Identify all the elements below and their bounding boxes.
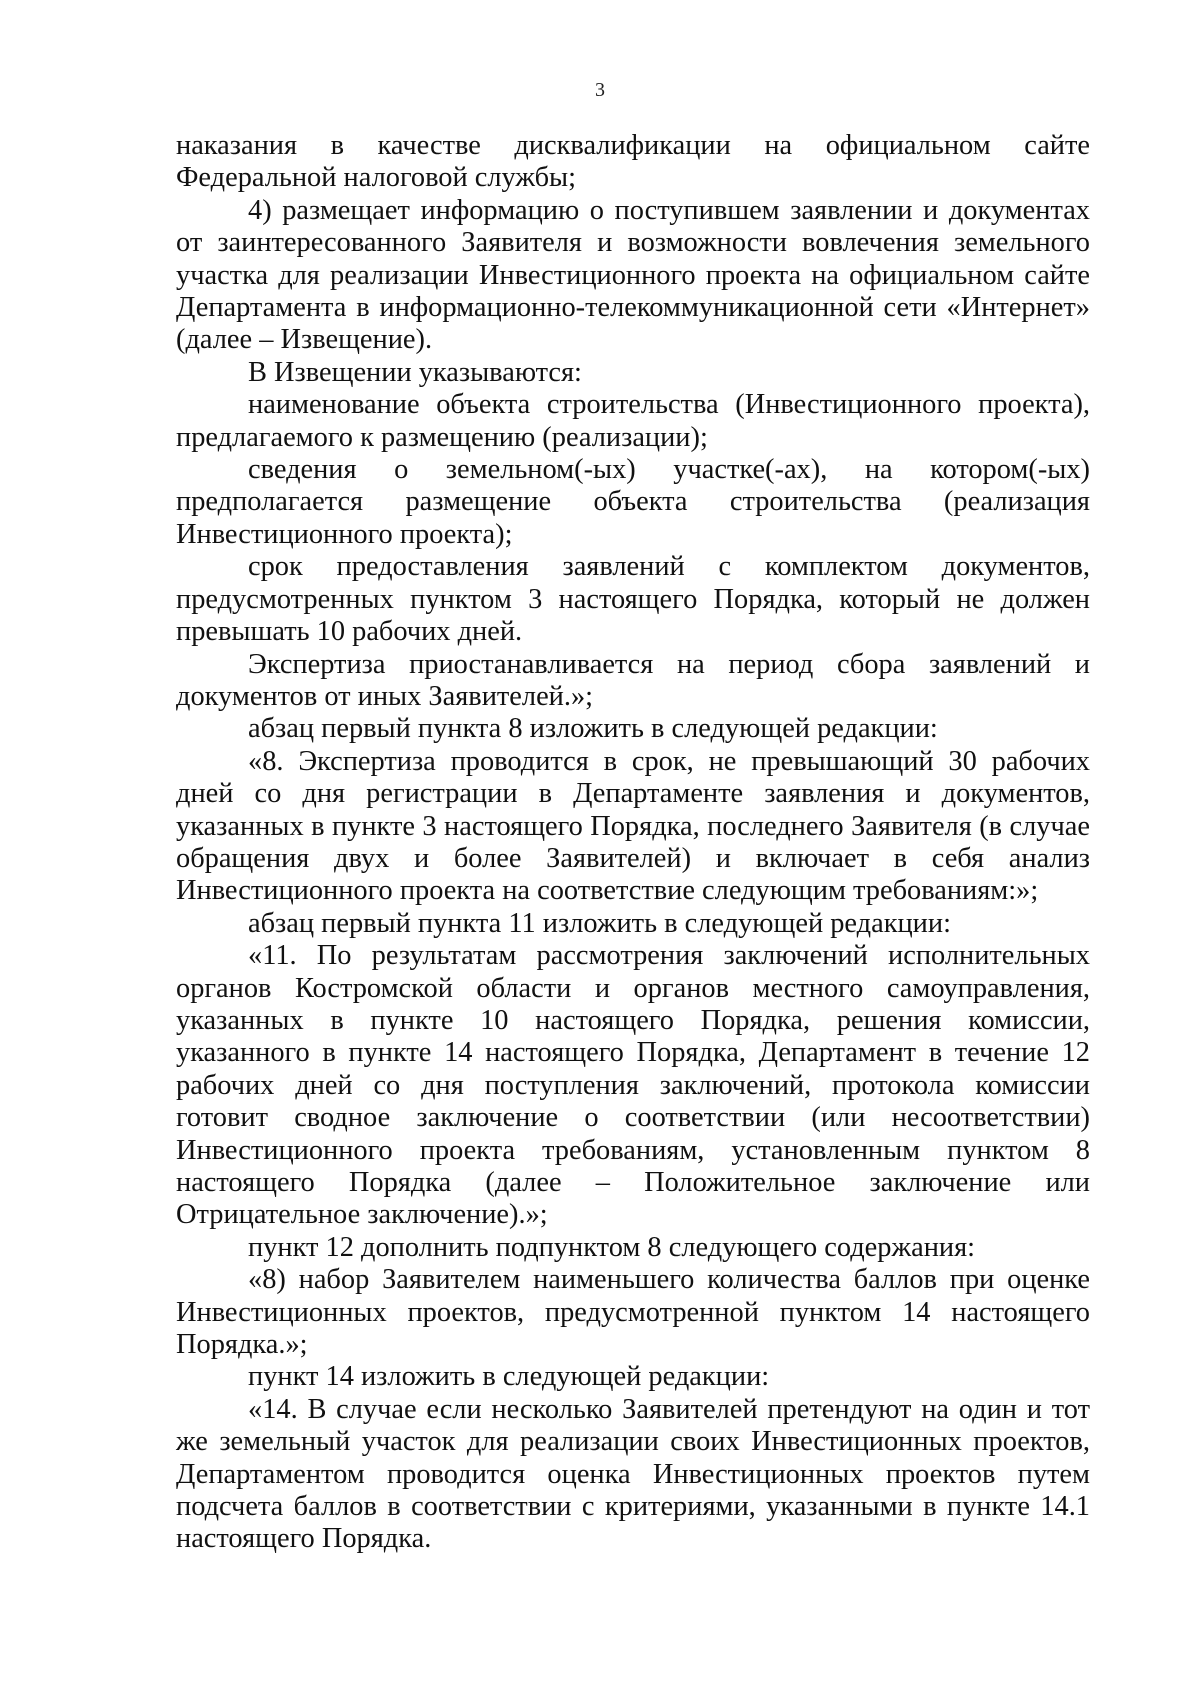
paragraph-11: «11. По результатам рассмотрения заключений исполнительных органов Костромской области и органов местного самоуправления, указанных в пункте 10 настоящего Порядка, решения комиссии, указанного в пункте 14 настоящего Порядка, Департамент в течение 12 рабочих дней со дня поступления заключений, протокола комиссии готовит сводное заключение о соответствии (или несоответствии) Инвестиционного проекта требованиям, установленным пунктом 8 настоящего Порядка (далее – Положительное заключение или Отрицательное заключение).»; — [176, 940, 1090, 1231]
paragraph-3: В Извещении указываются: — [248, 356, 582, 388]
paragraph-14: пункт 14 изложить в следующей редакции: — [248, 1361, 770, 1393]
paragraph-6: срок предоставления заявлений с комплектом документов, предусмотренных пунктом 3 настоящего Порядка, который не должен превышать 10 рабочих дней. — [176, 551, 1090, 648]
paragraph-5: сведения о земельном(-ых) участке(-ах), на котором(-ых) предполагается размещение объекта строительства (реализация Инвестиционного проекта); — [176, 454, 1090, 550]
paragraph-9: «8. Экспертиза проводится в срок, не превышающий 30 рабочих дней со дня регистрации в Департаменте заявления и документов, указанных в пункте 3 настоящего Порядка, последнего Заявителя (в случае обращения двух и более Заявителей) и включает в себя анализ Инвестиционного проекта на соответствие следующим требованиям:»; — [176, 745, 1090, 907]
paragraph-2: 4) размещает информацию о поступившем заявлении и документах от заинтересованного Заявителя и возможности вовлечения земельного участка для реализации Инвестиционного проекта на официальном сайте Департамента в информационно-телекоммуникационной сети «Интернет» (далее – Извещение). — [176, 194, 1090, 356]
document-body — [176, 130, 1090, 1556]
paragraph-4: наименование объекта строительства (Инвестиционного проекта), предлагаемого к размещению (реализации); — [176, 389, 1090, 453]
paragraph-13: «8) набор Заявителем наименьшего количества баллов при оценке Инвестиционных проектов, предусмотренной пунктом 14 настоящего Порядка.»; — [176, 1264, 1090, 1361]
paragraph-10: абзац первый пункта 11 изложить в следующей редакции: — [248, 907, 951, 939]
paragraph-8: абзац первый пункта 8 изложить в следующей редакции: — [248, 713, 938, 745]
paragraph-1: наказания в качестве дисквалификации на официальном сайте Федеральной налоговой службы; — [176, 130, 1090, 194]
paragraph-12: пункт 12 дополнить подпунктом 8 следующего содержания: — [248, 1231, 976, 1263]
paragraph-15: «14. В случае если несколько Заявителей претендуют на один и тот же земельный участок для реализации своих Инвестиционных проектов, Департаментом проводится оценка Инвестиционных проектов путем подсчета баллов в соответствии с критериями, указанными в пункте 14.1 настоящего Порядка. — [176, 1393, 1090, 1555]
page-number: 3 — [595, 79, 605, 101]
paragraph-7: Экспертиза приостанавливается на период сбора заявлений и документов от иных Заявителей.»; — [176, 648, 1090, 712]
